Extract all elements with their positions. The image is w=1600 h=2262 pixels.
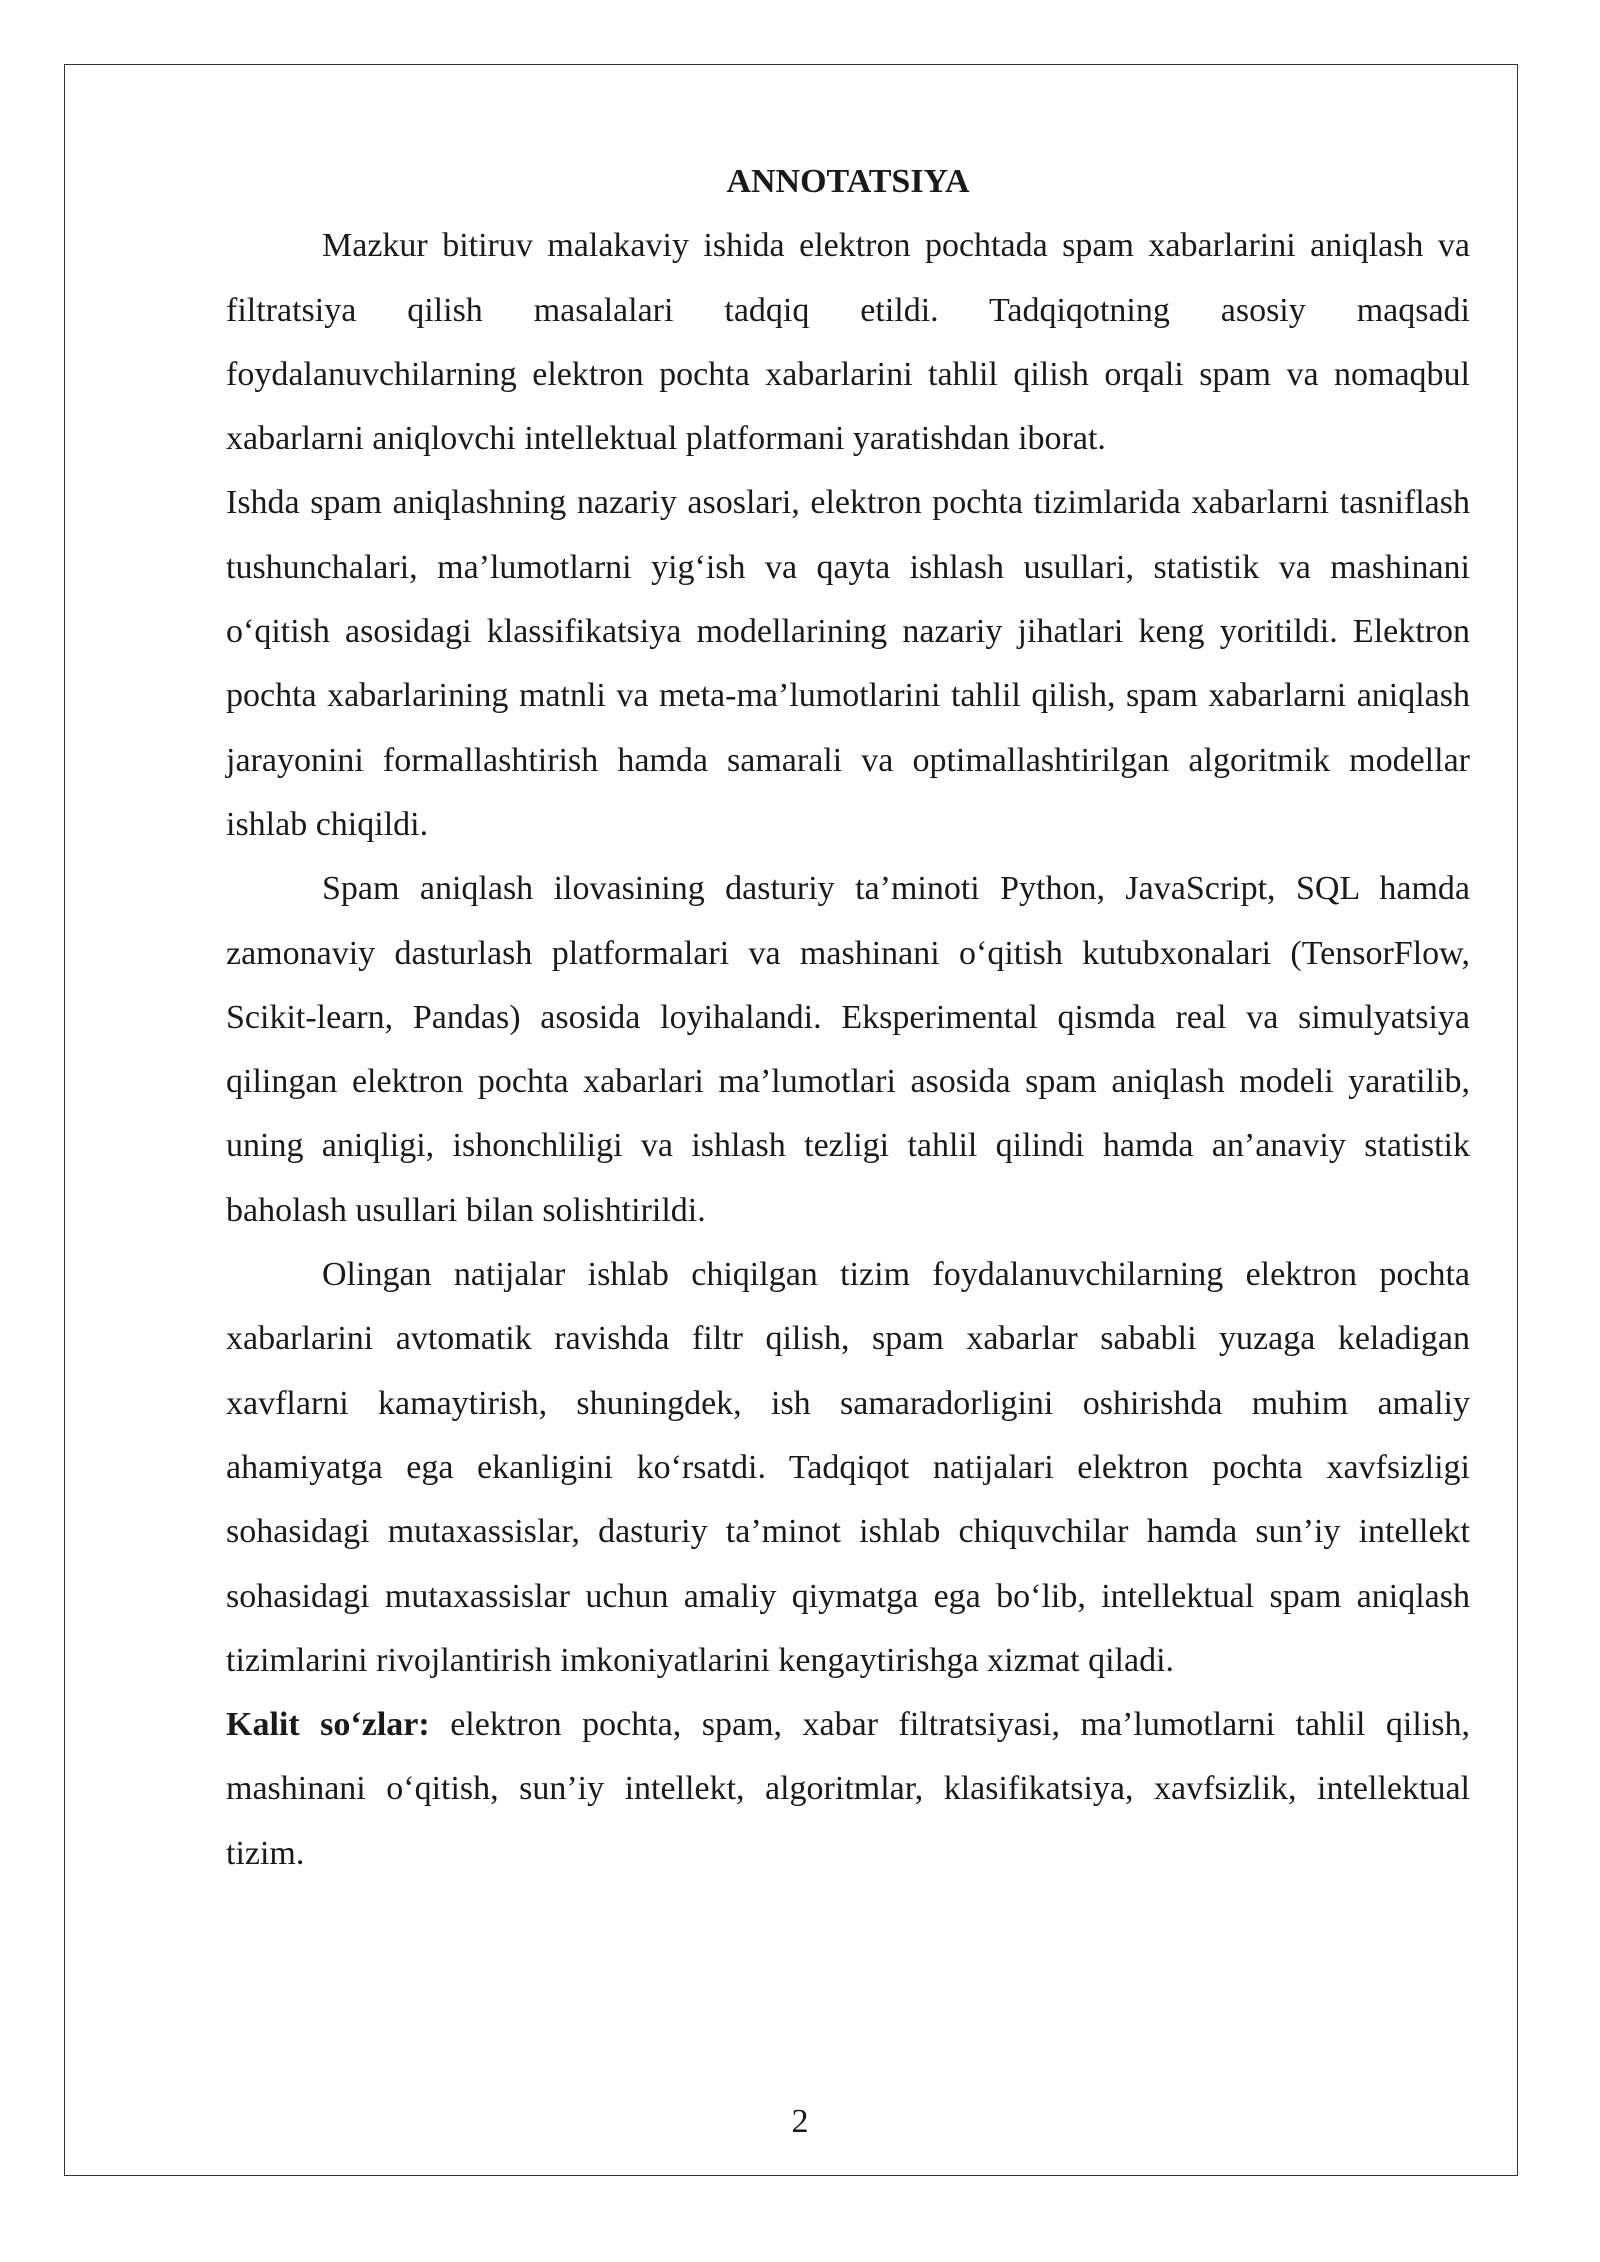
keywords-list: elektron pochta, spam, xabar filtratsiyasi, ma’lumotlarni tahlil qilish, mashinani o‘qitish, sun’iy intellekt, algoritmlar, klasifikatsiya, xavfsizlik, intellektual tizim. xyxy=(226,1706,1470,1872)
page-number: 2 xyxy=(791,2103,809,2140)
document-title: ANNOTATSIYA xyxy=(726,163,970,200)
keywords-paragraph xyxy=(226,1693,1470,1886)
annotation-body xyxy=(226,150,1470,1886)
keywords-label: Kalit so‘zlar: xyxy=(226,1706,430,1744)
paragraph-results: Olingan natijalar ishlab chiqilgan tizim foydalanuvchilarning elektron pochta xabarlarini avtomatik ravishda filtr qilish, spam xabarlar sababli yuzaga keladigan xavflarni kamaytirish, shuningdek, ish samaradorligini oshirishda muhim amaliy ahamiyatga ega ekanligini ko‘rsatdi. Tadqiqot natijalari elektron pochta xavfsizligi sohasidagi mutaxassislar, dasturiy ta’minot ishlab chiquvchilar hamda sun’iy intellekt sohasidagi mutaxassislar uchun amaliy qiymatga ega bo‘lib, intellektual spam aniqlash tizimlarini rivojlantirish imkoniyatlarini kengaytirishga xizmat qiladi. xyxy=(226,1256,1470,1679)
paragraph-software: Spam aniqlash ilovasining dasturiy ta’minoti Python, JavaScript, SQL hamda zamonaviy dasturlash platformalari va mashinani o‘qitish kutubxonalari (TensorFlow, Scikit-learn, Pandas) asosida loyihalandi. Eksperimental qismda real va simulyatsiya qilingan elektron pochta xabarlari ma’lumotlari asosida spam aniqlash modeli yaratilib, uning aniqligi, ishonchliligi va ishlash tezligi tahlil qilindi hamda an’anaviy statistik baholash usullari bilan solishtirildi. xyxy=(226,870,1470,1229)
paragraph-intro: Mazkur bitiruv malakaviy ishida elektron pochtada spam xabarlarini aniqlash va filtratsiya qilish masalalari tadqiq etildi. Tadqiqotning asosiy maqsadi foydalanuvchilarning elektron pochta xabarlarini tahlil qilish orqali spam va nomaqbul xabarlarni aniqlovchi intellektual platformani yaratishdan iborat. xyxy=(226,227,1470,458)
paragraph-theory: Ishda spam aniqlashning nazariy asoslari, elektron pochta tizimlarida xabarlarni tasniflash tushunchalari, ma’lumotlarni yig‘ish va qayta ishlash usullari, statistik va mashinani o‘qitish asosidagi klassifikatsiya modellarining nazariy jihatlari keng yoritildi. Elektron pochta xabarlarining matnli va meta-ma’lumotlarini tahlil qilish, spam xabarlarni aniqlash jarayonini formallashtirish hamda samarali va optimallashtirilgan algoritmik modellar ishlab chiqildi. xyxy=(226,484,1470,843)
